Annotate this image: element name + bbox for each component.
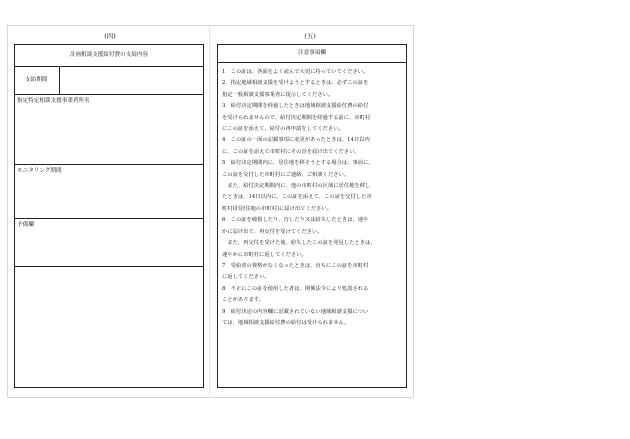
provider-row <box>15 95 203 165</box>
note-line: また、給付決定期間内に、他の市町村の区域に居住地を移し <box>222 183 371 190</box>
period-label: 支給期間 <box>25 77 48 83</box>
note-line: 1 この証は、各面をよく読んで大切に持っていてください。 <box>222 69 369 75</box>
table-title: 計画相談支援給付費の支給内容 <box>69 52 149 58</box>
note-line: に返してください。 <box>222 274 270 281</box>
monitoring-label: モニタリング期間 <box>17 168 62 174</box>
reserve-row <box>15 219 203 267</box>
period-row <box>15 67 203 95</box>
note-line: 5 給付決定期間内に、居住地を移そうとする場合は、事前に、 <box>222 160 374 167</box>
note-line: 6 この証を破損したり、汚したり又は紛失したときは、速や <box>222 217 369 224</box>
note-line: にこの証を添えて、給付の再申請をしてください。 <box>222 126 344 133</box>
notes-title: 注意事項欄 <box>298 50 326 56</box>
note-line: 4 この証の一面の記載事項に変更があったときは、14日以内 <box>222 137 370 144</box>
monitoring-row <box>15 165 203 219</box>
note-line: 3 給付決定期間を経過したときは地域相談支援給付費の給付 <box>222 103 369 110</box>
note-line: かに届け出て、再交付を受けてください。 <box>222 228 323 235</box>
note-line: を受けられませんので、給付決定期間を経過する前に、市町村 <box>222 114 371 121</box>
table-header-row <box>15 45 203 67</box>
note-line: この証を交付した市町村にご連絡、ご相談ください。 <box>222 171 350 178</box>
note-line: また、再交付を受けた後、紛失したこの証を発見したときは、 <box>222 240 376 247</box>
notes-header-row <box>218 45 406 63</box>
note-line: 速やかに市町村に返してください。 <box>222 251 307 258</box>
notes-list <box>222 67 403 329</box>
note-line: ことがあります。 <box>222 297 264 304</box>
note-line: 町村(旧居住地の市町村)に届け出てください。 <box>222 205 333 212</box>
note-line: 9 給付決定の内容欄に記載されていない地域相談支援につい <box>222 308 369 315</box>
note-line: たときは、14日以内に、この証を添えて、この証を交付した市 <box>222 194 372 201</box>
notes-table <box>217 44 407 388</box>
note-line: 指定一般相談支援事業者に提示してください。 <box>222 91 334 98</box>
period-divider <box>59 67 60 94</box>
reserve-label: 予備欄 <box>17 222 34 228</box>
provider-label: 指定特定相談支援事業者所名 <box>17 98 90 104</box>
note-line: 8 不正にこの証を使用した者は、関係法令により処罰される <box>222 285 369 292</box>
benefit-content-table <box>14 44 204 388</box>
note-line: に、この証を添えて市町村にその旨を届け出てください。 <box>222 148 360 155</box>
note-line: ては、地域相談支援給付費の給付は受けられません。 <box>222 319 350 326</box>
page-label-left: (四) <box>104 32 116 40</box>
page-fold-line <box>209 25 210 398</box>
note-line: 7 受給者の資格がなくなったときは、直ちにこの証を市町村 <box>222 262 369 269</box>
page-label-right: (五) <box>304 32 316 40</box>
note-line: 2 指定地域相談支援を受けようとするときは、必ずこの証を <box>222 80 369 87</box>
